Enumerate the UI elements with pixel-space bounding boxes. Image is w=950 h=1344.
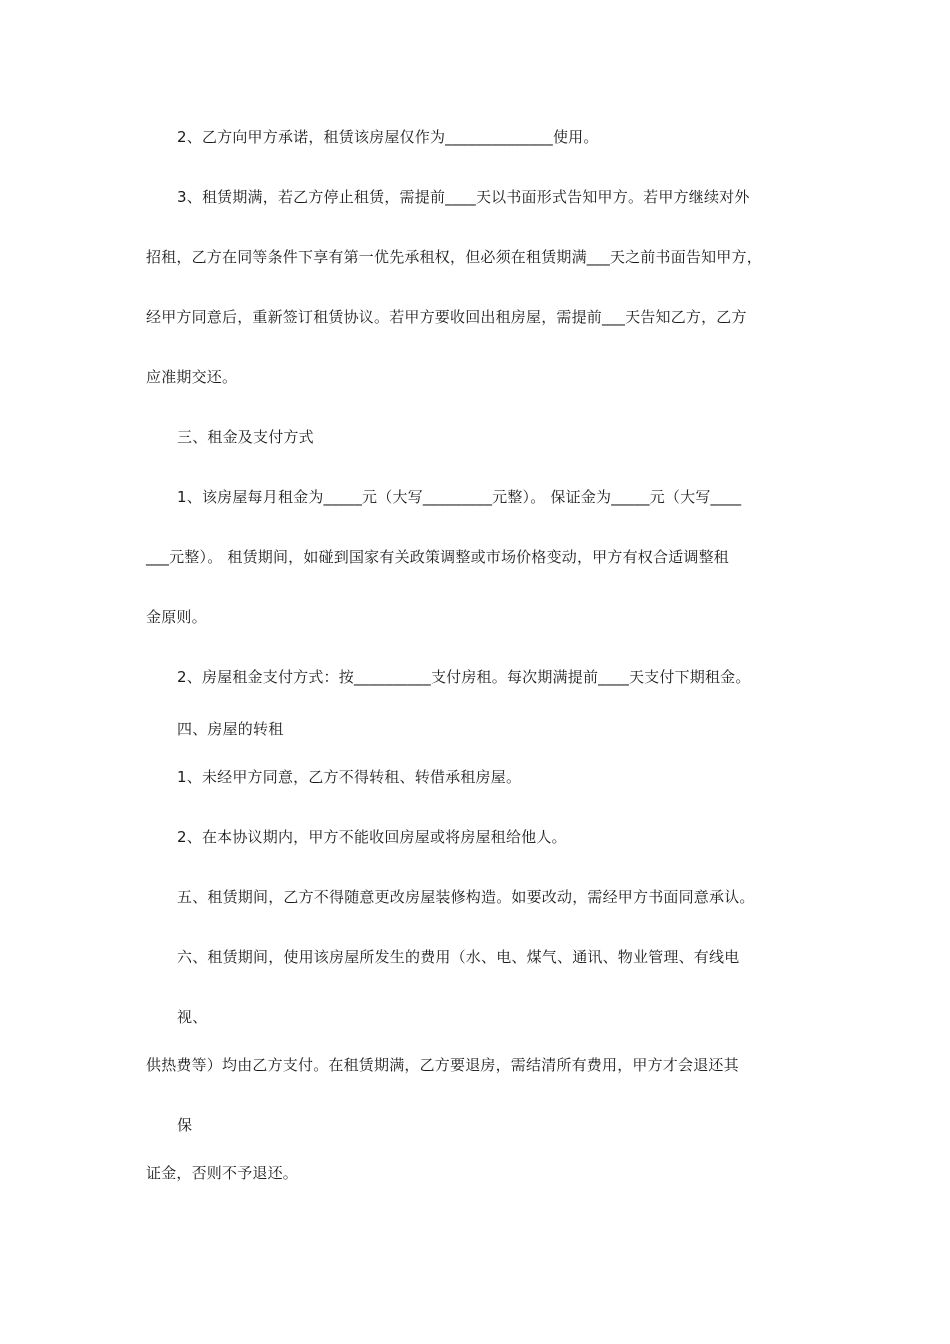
clause-rent-payment: 2、房屋租金支付方式：按__________支付房租。每次期满提前____天支付下期租金。 (177, 668, 751, 686)
section-expenses-cont-4: 证金，否则不予退还。 (146, 1164, 299, 1182)
clause-termination-notice-cont-1: 招租，乙方在同等条件下享有第一优先承租权，但必须在租赁期满___天之前书面告知甲方， (146, 248, 762, 266)
clause-rent-amount: 1、该房屋每月租金为_____元（大写_________元整）。 保证金为_____元（大写____ (177, 488, 742, 506)
clause-rent-amount-cont-1: ___元整）。 租赁期间，如碰到国家有关政策调整或市场价格变动，甲方有权合适调整租 (146, 548, 729, 566)
section-expenses-cont-2: 供热费等）均由乙方支付。在租赁期满，乙方要退房，需结清所有费用，甲方才会退还其 (146, 1056, 739, 1074)
section-renovation: 五、租赁期间，乙方不得随意更改房屋装修构造。如要改动，需经甲方书面同意承认。 (177, 888, 755, 906)
section-expenses-cont-1: 视、 (177, 1008, 208, 1026)
section-heading-rent: 三、租金及支付方式 (177, 428, 314, 446)
clause-no-sublet: 1、未经甲方同意，乙方不得转租、转借承租房屋。 (177, 768, 522, 786)
clause-usage-purpose: 2、乙方向甲方承诺，租赁该房屋仅作为______________使用。 (177, 128, 599, 146)
clause-no-reclaim: 2、在本协议期内，甲方不能收回房屋或将房屋租给他人。 (177, 828, 567, 846)
clause-termination-notice: 3、租赁期满，若乙方停止租赁，需提前____天以书面形式告知甲方。若甲方继续对外 (177, 188, 750, 206)
section-heading-sublet: 四、房屋的转租 (177, 720, 284, 738)
clause-termination-notice-cont-2: 经甲方同意后，重新签订租赁协议。若甲方要收回出租房屋，需提前___天告知乙方，乙方 (146, 308, 747, 326)
clause-termination-notice-cont-3: 应准期交还。 (146, 368, 238, 386)
section-expenses-cont-3: 保 (177, 1116, 193, 1134)
section-expenses: 六、租赁期间，使用该房屋所发生的费用（水、电、煤气、通讯、物业管理、有线电 (177, 948, 740, 966)
clause-rent-amount-cont-2: 金原则。 (146, 608, 207, 626)
